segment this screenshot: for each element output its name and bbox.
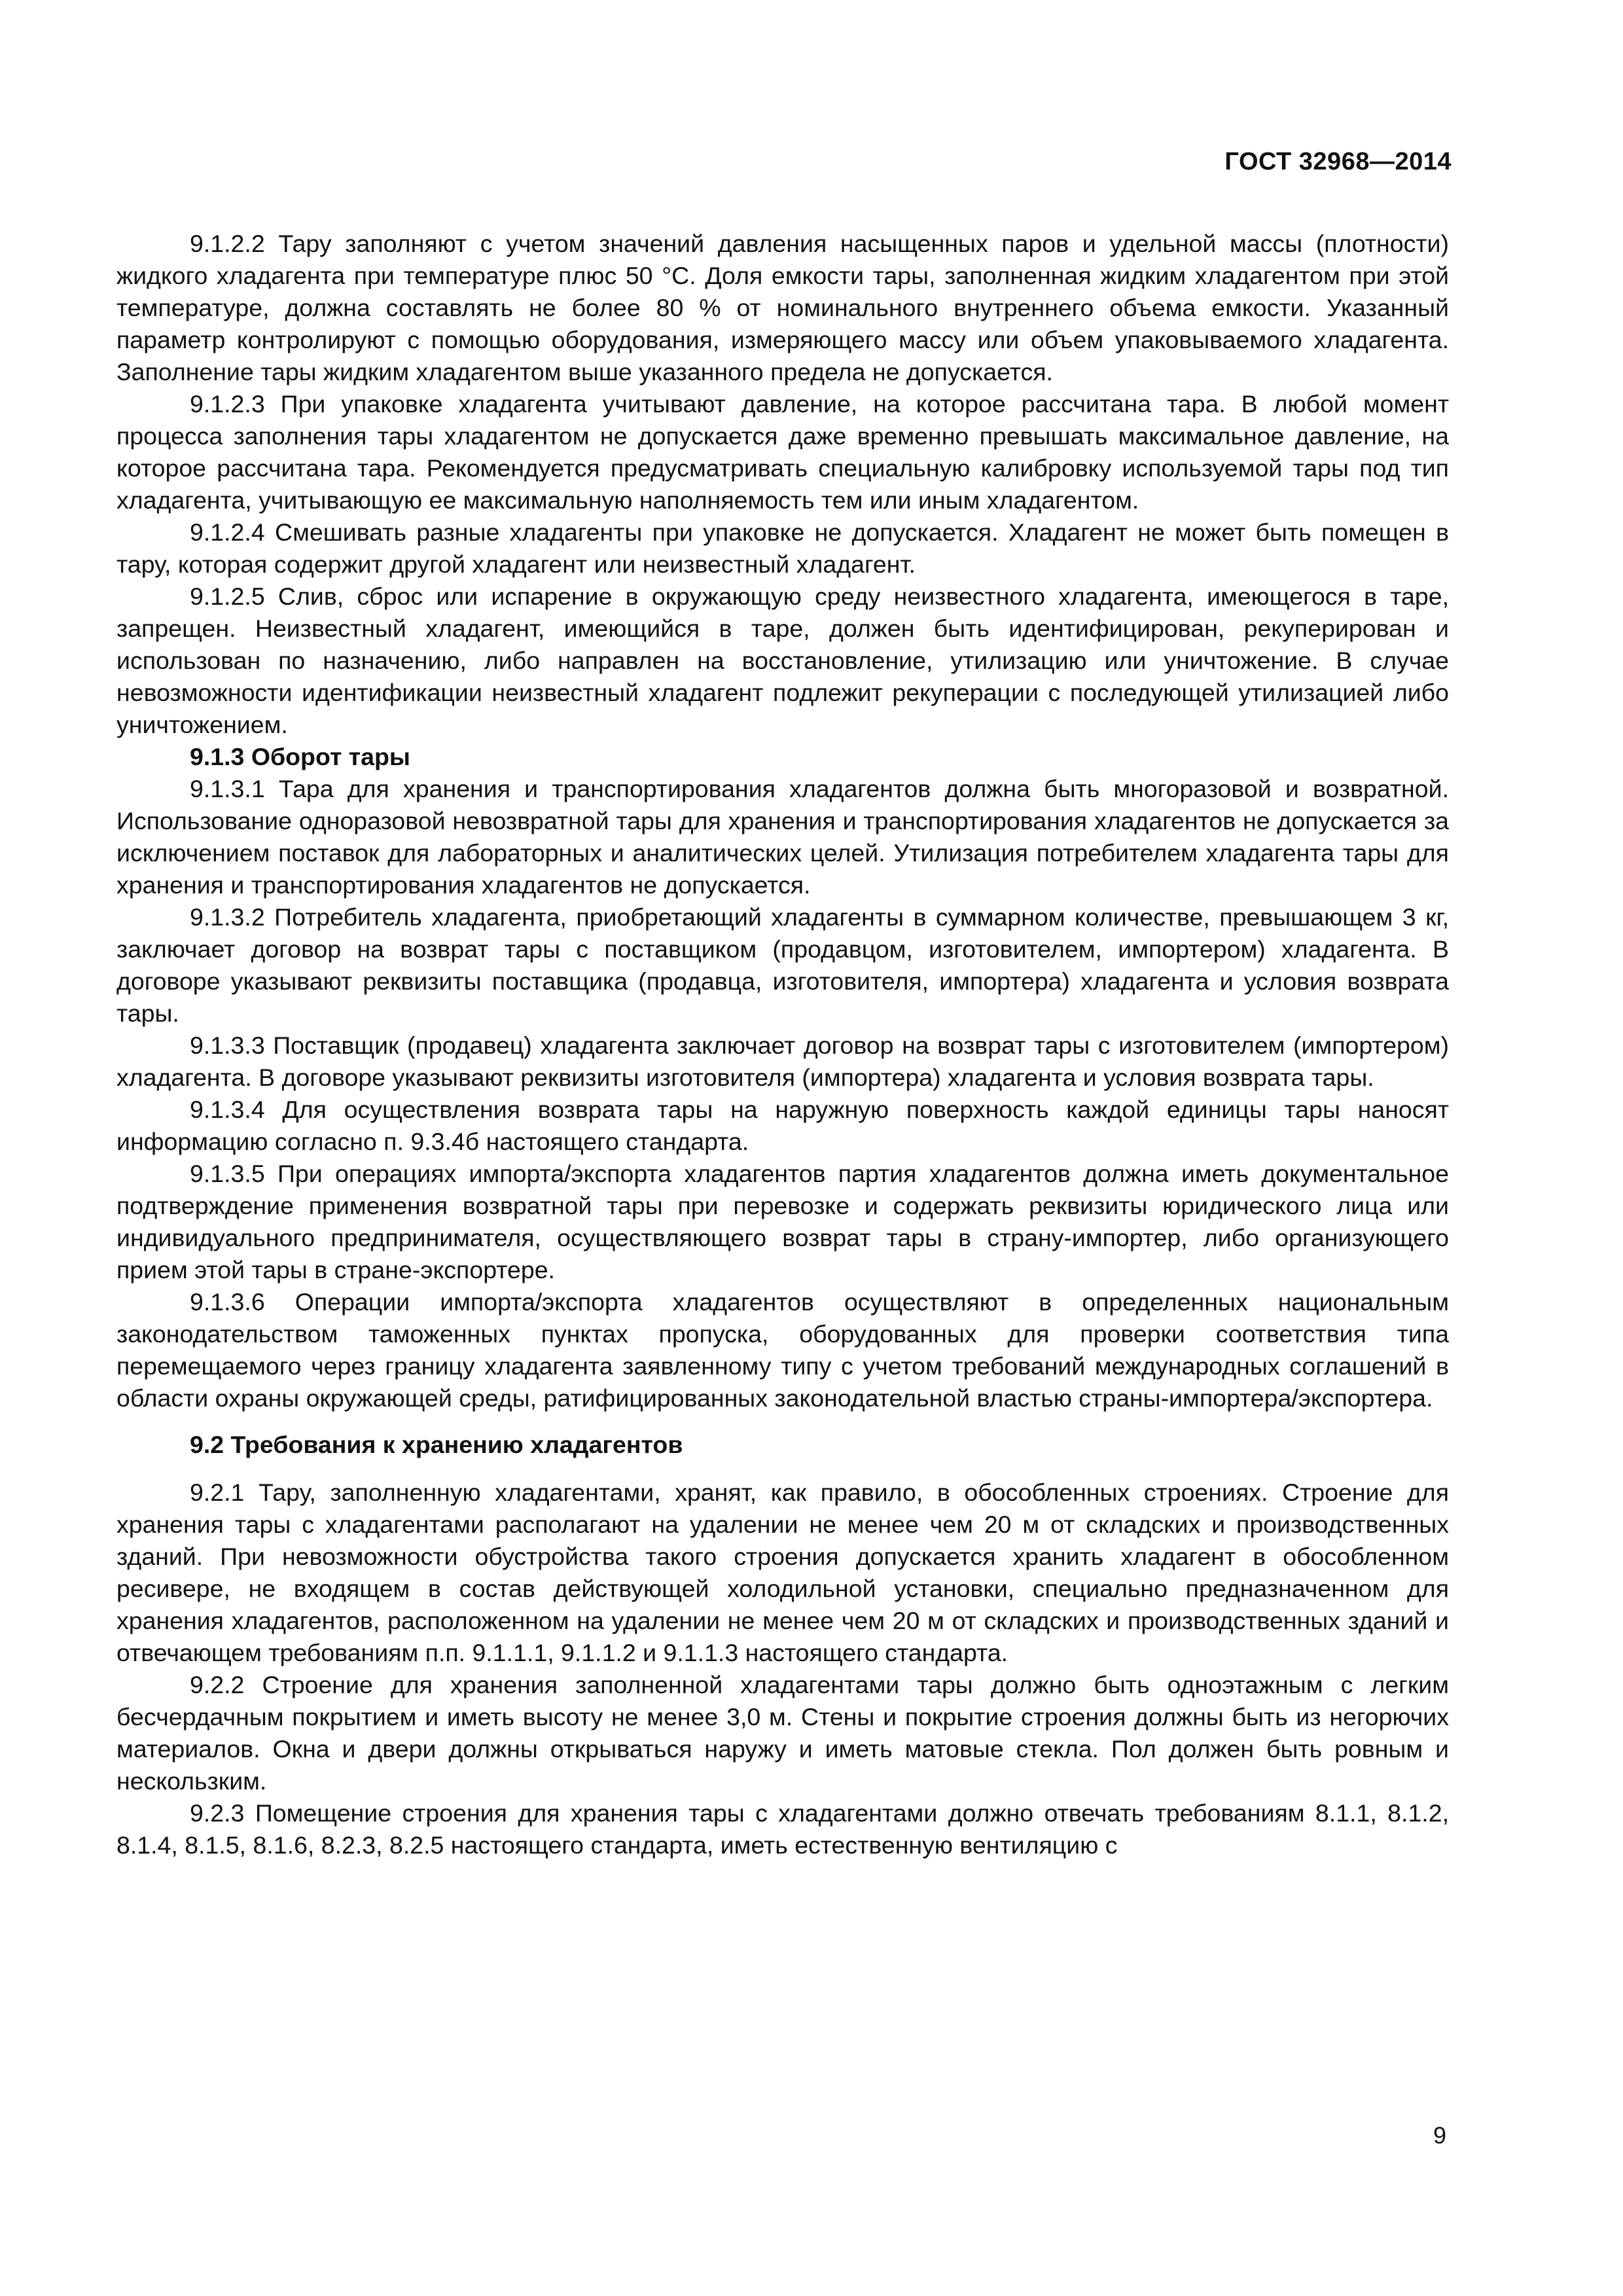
paragraph-9-1-2-2: 9.1.2.2 Тару заполняют с учетом значений давления насыщенных паров и удельной массы (плотности) жидкого хладагента при температуре плюс 50 °С. Доля емкости тары, заполненная жидким хладагентом при этой температуре, должна составлять не более 80 % от номинального внутреннего объема емкости. Указанный параметр контролируют с помощью оборудования, измеряющего массу или объем упаковываемого хладагента. Заполнение тары жидким хладагентом выше указанного предела не допускается. — [116, 230, 1449, 386]
paragraph-9-1-3-4: 9.1.3.4 Для осуществления возврата тары на наружную поверхность каждой единицы тары наносят информацию согласно п. 9.3.4б настоящего стандарта. — [116, 1096, 1449, 1155]
paragraph-9-1-2-5: 9.1.2.5 Слив, сброс или испарение в окружающую среду неизвестного хладагента, имеющегося в таре, запрещен. Неизвестный хладагент, имеющийся в таре, должен быть идентифицирован, рекуперирован и использован по назначению, либо направлен на восстановление, утилизацию или уничтожение. В случае невозможности идентификации неизвестный хладагент подлежит рекуперации с последующей утилизацией либо уничтожением. — [116, 583, 1449, 738]
paragraph-9-1-3-1: 9.1.3.1 Тара для хранения и транспортирования хладагентов должна быть многоразовой и возвратной. Использование одноразовой невозвратной тары для хранения и транспортирования хладагентов не допускается за исключением поставок для лабораторных и аналитических целей. Утилизация потребителем хладагента тары для хранения и транспортирования хладагентов не допускается. — [116, 775, 1449, 899]
document-code: ГОСТ 32968—2014 — [1224, 148, 1452, 175]
document-body — [116, 228, 1449, 1861]
page-number: 9 — [1433, 2122, 1446, 2149]
paragraph-9-1-3-2: 9.1.3.2 Потребитель хладагента, приобретающий хладагенты в суммарном количестве, превышающем 3 кг, заключает договор на возврат тары с поставщиком (продавцом, изготовителем, импортером) хладагента. В договоре указывают реквизиты поставщика (продавца, изготовителя, импортера) хладагента и условия возврата тары. — [116, 903, 1449, 1027]
section-heading-9-2: 9.2 Требования к хранению хладагентов — [190, 1431, 683, 1458]
paragraph-9-1-2-4: 9.1.2.4 Смешивать разные хладагенты при упаковке не допускается. Хладагент не может быть помещен в тару, которая содержит другой хладагент или неизвестный хладагент. — [116, 518, 1449, 578]
paragraph-9-1-3-5: 9.1.3.5 При операциях импорта/экспорта хладагентов партия хладагентов должна иметь документальное подтверждение применения возвратной тары при перевозке и содержать реквизиты юридического лица или индивидуального предпринимателя, осуществляющего возврат тары в страну-импортер, либо организующего прием этой тары в стране-экспортере. — [116, 1160, 1449, 1283]
paragraph-9-2-2: 9.2.2 Строение для хранения заполненной хладагентами тары должно быть одноэтажным с легким бесчердачным покрытием и иметь высоту не менее 3,0 м. Стены и покрытие строения должны быть из негорючих материалов. Окна и двери должны открываться наружу и иметь матовые стекла. Пол должен быть ровным и нескользким. — [116, 1671, 1449, 1795]
section-heading-9-1-3: 9.1.3 Оборот тары — [190, 743, 410, 770]
paragraph-9-2-1: 9.2.1 Тару, заполненную хладагентами, хранят, как правило, в обособленных строениях. Строение для хранения тары с хладагентами располагают на удалении не менее чем 20 м от складских и производственных зданий. При невозможности обустройства такого строения допускается хранить хладагент в обособленном ресивере, не входящем в состав действующей холодильной установки, специально предназначенном для хранения хладагентов, расположенном на удалении не менее чем 20 м от складских и производственных зданий и отвечающем требованиям п.п. 9.1.1.1, 9.1.1.2 и 9.1.1.3 настоящего стандарта. — [116, 1479, 1449, 1666]
paragraph-9-1-3-3: 9.1.3.3 Поставщик (продавец) хладагента заключает договор на возврат тары с изготовителем (импортером) хладагента. В договоре указывают реквизиты изготовителя (импортера) хладагента и условия возврата тары. — [116, 1031, 1449, 1091]
paragraph-9-2-3: 9.2.3 Помещение строения для хранения тары с хладагентами должно отвечать требованиям 8.1.1, 8.1.2, 8.1.4, 8.1.5, 8.1.6, 8.2.3, 8.2.5 настоящего стандарта, иметь естественную вентиляцию с — [116, 1799, 1449, 1859]
paragraph-9-1-2-3: 9.1.2.3 При упаковке хладагента учитывают давление, на которое рассчитана тара. В любой момент процесса заполнения тары хладагентом не допускается даже временно превышать максимальное давление, на которое рассчитана тара. Рекомендуется предусматривать специальную калибровку используемой тары под тип хладагента, учитывающую ее максимальную наполняемость тем или иным хладагентом. — [116, 390, 1449, 514]
paragraph-9-1-3-6: 9.1.3.6 Операции импорта/экспорта хладагентов осуществляют в определенных национальным законодательством таможенных пунктах пропуска, оборудованных для проверки соответствия типа перемещаемого через границу хладагента заявленному типу с учетом требований международных соглашений в области охраны окружающей среды, ратифицированных законодательной властью страны-импортера/экспортера. — [116, 1288, 1449, 1412]
